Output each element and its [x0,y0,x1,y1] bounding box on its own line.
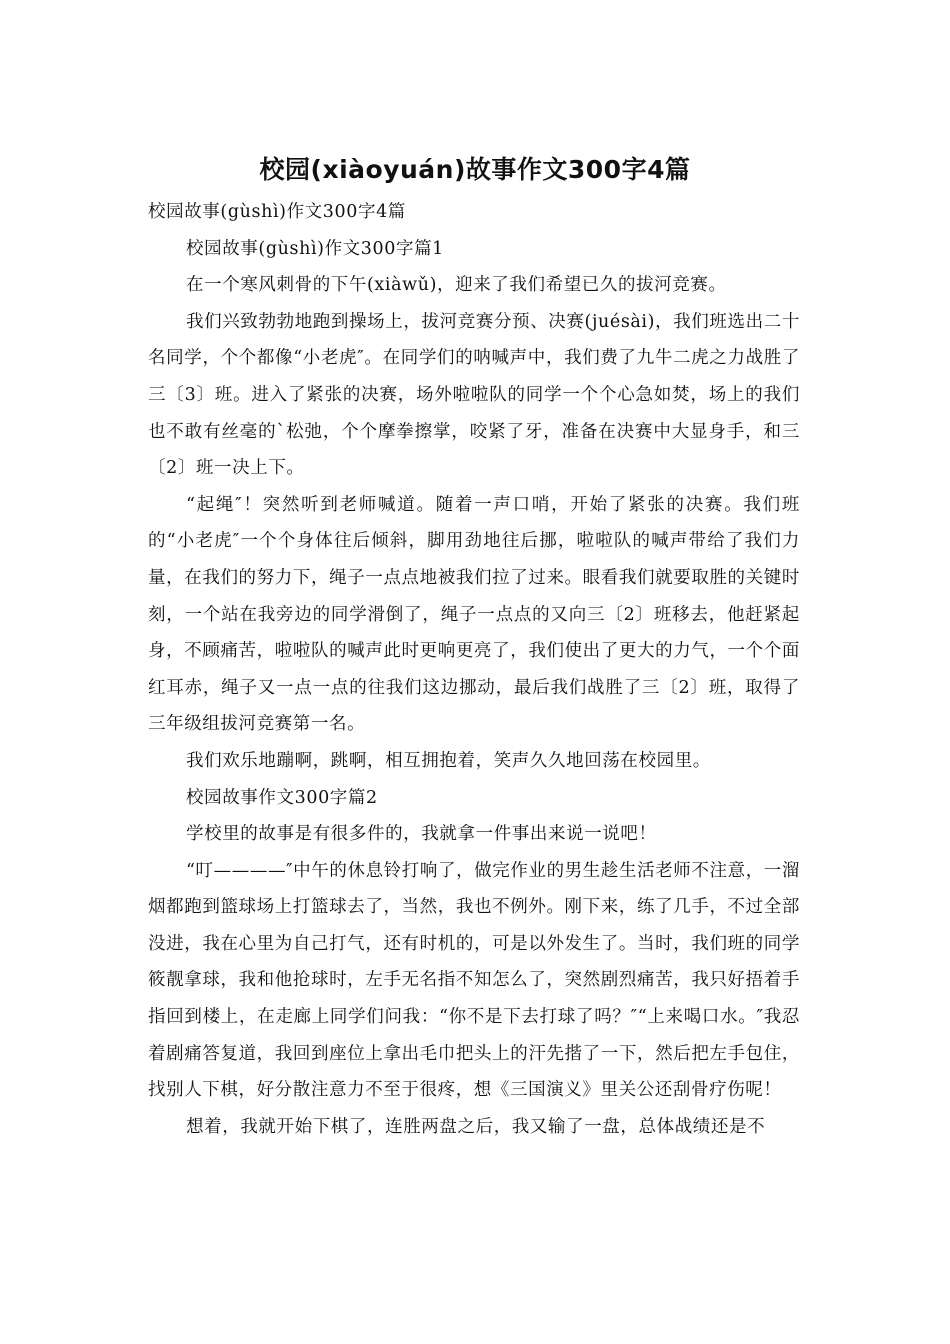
paragraph: “叮————″中午的休息铃打响了，做完作业的男生趁生活老师不注意，一溜烟都跑到篮球场上打篮球去了，当然，我也不例外。刚下来，练了几手，不过全部没进，我在心里为自己打气，还有时机的，可是以外发生了。当时，我们班的同学筱靓拿球，我和他抢球时，左手无名指不知怎么了，突然剧烈痛苦，我只好捂着手指回到楼上，在走廊上同学们问我：“你不是下去打球了吗？″“上来喝口水。″我忍着剧痛答复道，我回到座位上拿出毛巾把头上的汗先揩了一下，然后把左手包住，找别人下棋，好分散注意力不至于很疼，想《三国演义》里关公还刮骨疗伤呢！ [148,860,800,1101]
section-heading-2: 校园故事作文300字篇2 [186,787,378,808]
section-heading-1: 校园故事(gùshì)作文300字篇1 [186,238,444,259]
paragraph: 想着，我就开始下棋了，连胜两盘之后，我又输了一盘，总体战绩还是不 [186,1116,766,1137]
paragraph: 在一个寒风刺骨的下午(xiàwǔ)，迎来了我们希望已久的拔河竞赛。 [186,275,727,296]
paragraph: 我们兴致勃勃地跑到操场上，拔河竞赛分预、决赛(juésài)，我们班选出二十名同学，个个都像“小老虎″。在同学们的呐喊声中，我们费了九牛二虎之力战胜了三〔3〕班。进入了紧张的决赛，场外啦啦队的同学一个个心急如焚，场上的我们也不敢有丝毫的`松弛，个个摩拳擦掌，咬紧了牙，准备在决赛中大显身手，和三〔2〕班一决上下。 [148,311,800,479]
paragraph: 学校里的故事是有很多件的，我就拿一件事出来说一说吧！ [186,824,657,845]
paragraph: 我们欢乐地蹦啊，跳啊，相互拥抱着，笑声久久地回荡在校园里。 [186,750,711,771]
document-body [148,194,800,1145]
document-subtitle: 校园故事(gùshì)作文300字4篇 [148,202,406,222]
paragraph: “起绳″！突然听到老师喊道。随着一声口哨，开始了紧张的决赛。我们班的“小老虎″一个个身体往后倾斜，脚用劲地往后挪，啦啦队的喊声带给了我们力量，在我们的努力下，绳子一点点地被我们拉了过来。眼看我们就要取胜的关键时刻，一个站在我旁边的同学滑倒了，绳子一点点的又向三〔2〕班移去，他赶紧起身，不顾痛苦，啦啦队的喊声此时更响更亮了，我们使出了更大的力气，一个个面红耳赤，绳子又一点一点的往我们这边挪动，最后我们战胜了三〔2〕班，取得了三年级组拔河竞赛第一名。 [148,494,800,735]
document-title: 校园(xiàoyuán)故事作文300字4篇 [259,155,691,184]
